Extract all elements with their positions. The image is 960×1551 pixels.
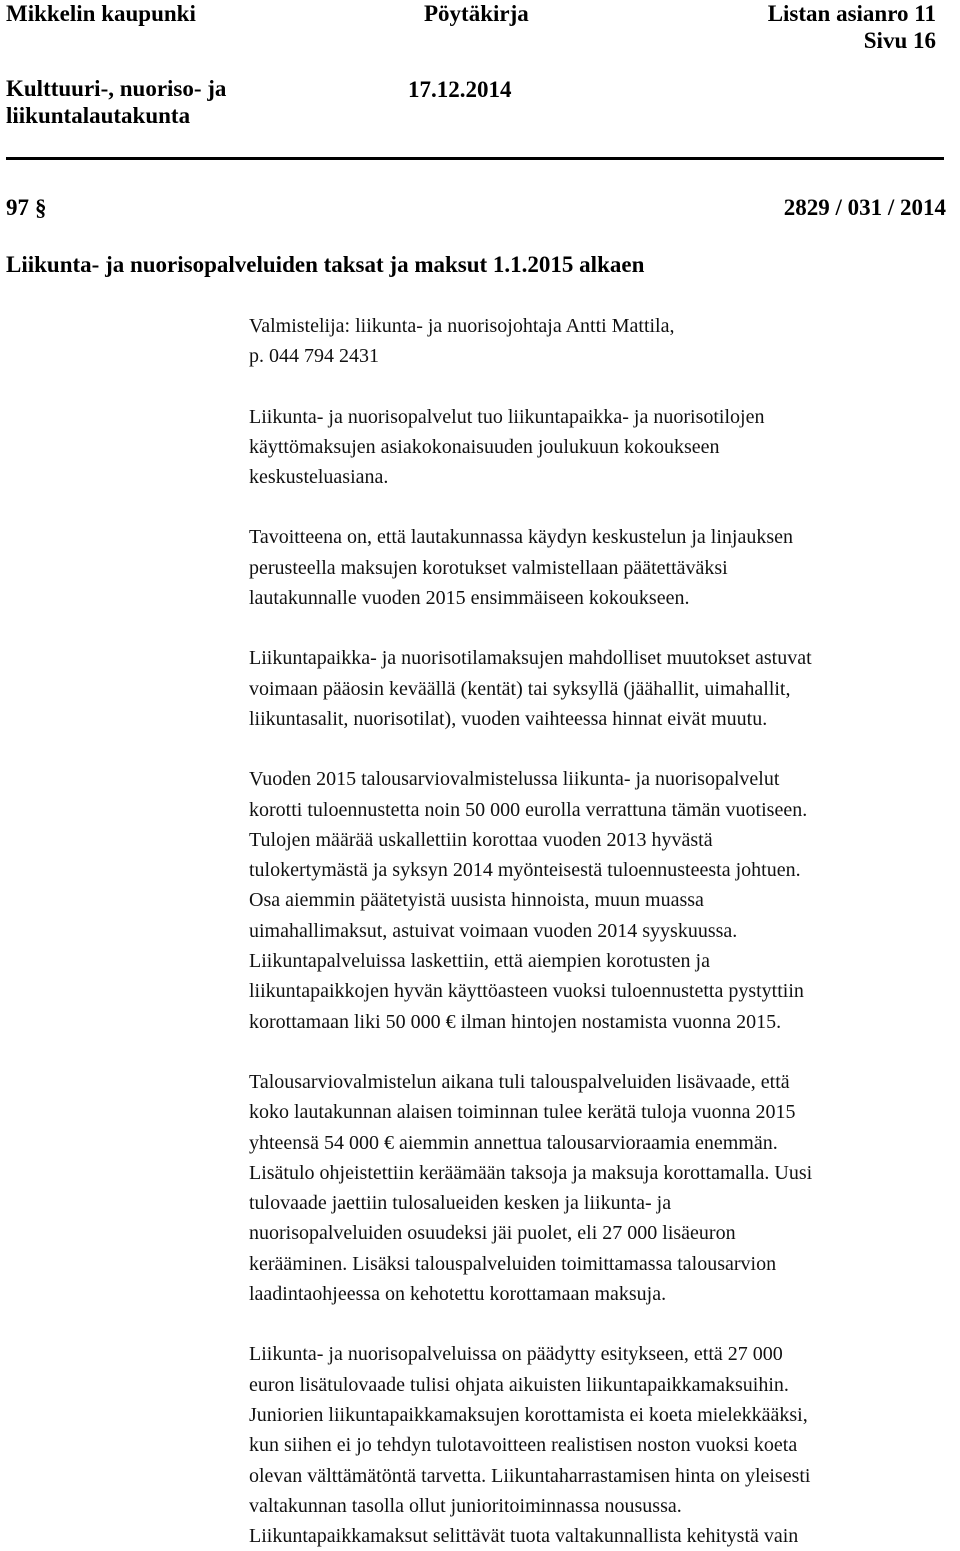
text-line: Vuoden 2015 talousarviovalmistelussa liikunta- ja nuorisopalvelut — [249, 768, 780, 791]
text-line: Liikuntapaikkamaksut selittävät tuota valtakunnallista kehitystä vain — [249, 1525, 799, 1548]
text-line: tulovaade jaettiin tulosalueiden kesken ja liikunta- ja — [249, 1192, 672, 1215]
section-number: 97 — [6, 195, 29, 220]
text-line: Tavoitteena on, että lautakunnassa käydyn keskustelun ja linjauksen — [249, 526, 794, 549]
text-line: perusteella maksujen korotukset valmistellaan päätettäväksi — [249, 556, 728, 579]
text-line: kun siihen ei jo tehdyn tulotavoitteen realistisen noston vuoksi koeta — [249, 1434, 798, 1457]
text-line: liikuntasalit, nuorisotilat), vuoden vaihteessa hinnat eivät muutu. — [249, 707, 768, 730]
text-line: Osa aiemmin päätetyistä uusista hinnoista, muun muassa — [249, 889, 704, 912]
text-line: Liikunta- ja nuorisopalveluissa on päädytty esitykseen, että 27 000 — [249, 1343, 783, 1366]
text-line: Tulojen määrää uskallettiin korottaa vuoden 2013 hyvästä — [249, 828, 713, 851]
section-symbol: § — [35, 195, 47, 220]
paragraph — [249, 522, 960, 613]
paragraph — [249, 1339, 960, 1551]
text-line: Liikunta- ja nuorisopalvelut tuo liikuntapaikka- ja nuorisotilojen — [249, 405, 765, 428]
text-line: kerääminen. Lisäksi talouspalveluiden toimittamassa talousarvion — [249, 1252, 777, 1275]
text-line: keskusteluasiana. — [249, 466, 389, 489]
paragraph — [249, 643, 960, 734]
text-line: euron lisätulovaade tulisi ohjata aikuisten liikuntapaikkamaksuihin. — [249, 1373, 789, 1396]
text-line: valtakunnan tasolla ollut junioritoiminnassa nousussa. — [249, 1494, 682, 1517]
text-line: koko lautakunnan alaisen toiminnan tulee kerätä tuloja vuonna 2015 — [249, 1101, 796, 1124]
paragraph — [249, 1067, 960, 1309]
text-line: Valmistelija: liikunta- ja nuorisojohtaja Antti Mattila, — [249, 315, 675, 337]
case-title: Liikunta- ja nuorisopalveluiden taksat ja maksut 1.1.2015 alkaen — [6, 252, 645, 277]
paragraph — [249, 402, 960, 493]
text-line: korottamaan liki 50 000 € ilman hintojen nostamista vuonna 2015. — [249, 1010, 782, 1033]
paragraph — [249, 764, 960, 1037]
text-line: Talousarviovalmistelun aikana tuli talouspalveluiden lisävaade, että — [249, 1070, 790, 1093]
text-line: yhteensä 54 000 € aiemmin annettua talousarvioraamia enemmän. — [249, 1131, 778, 1154]
text-line: nuorisopalveluiden osuudeksi jäi puolet, eli 27 000 lisäeuron — [249, 1222, 736, 1245]
paragraph — [249, 311, 960, 372]
text-line: p. 044 794 2431 — [249, 345, 379, 368]
text-line: Lisätulo ohjeistettiin keräämään taksoja ja maksuja korottamalla. Uusi — [249, 1161, 813, 1184]
header-divider — [6, 157, 944, 160]
text-line: olevan välttämätöntä tarvetta. Liikuntaharrastamisen hinta on yleisesti — [249, 1464, 811, 1487]
committee-name — [6, 75, 306, 129]
body-text — [249, 311, 960, 1551]
section-heading — [6, 193, 47, 223]
text-line: Juniorien liikuntapaikkamaksujen korottamista ei koeta mielekkääksi, — [249, 1403, 808, 1426]
text-line: Liikuntapaikka- ja nuorisotilamaksujen mahdolliset muutokset astuvat — [249, 647, 812, 670]
page-number: Sivu 16 — [863, 28, 936, 53]
case-number: 2829 / 031 / 2014 — [783, 195, 946, 220]
text-line: Liikuntapalveluissa laskettiin, että aiempien korotusten ja — [249, 950, 710, 973]
text-line: korotti tuloennustetta noin 50 000 eurolla verrattuna tämän vuotiseen. — [249, 798, 808, 821]
text-line: lautakunnalle vuoden 2015 ensimmäiseen kokoukseen. — [249, 587, 690, 610]
committee-name-line: Kulttuuri-, nuoriso- ja — [6, 76, 227, 101]
meeting-date: 17.12.2014 — [408, 77, 512, 102]
text-line: tulokertymästä ja syksyn 2014 myönteisestä tuloennusteesta johtuen. — [249, 859, 801, 882]
text-line: liikuntapaikkojen hyvän käyttöasteen vuoksi tuloennustetta pystyttiin — [249, 980, 804, 1003]
text-line: uimahallimaksut, astuivat voimaan vuoden 2014 syyskuussa. — [249, 919, 738, 942]
organization-name: Mikkelin kaupunki — [6, 1, 196, 26]
document-type: Pöytäkirja — [424, 1, 529, 26]
committee-name-line: liikuntalautakunta — [6, 103, 191, 128]
text-line: laadintaohjeessa on kehotettu korottamaan maksuja. — [249, 1283, 667, 1306]
text-line: käyttömaksujen asiakokonaisuuden joulukuun kokoukseen — [249, 435, 720, 458]
text-line: voimaan pääosin keväällä (kentät) tai syksyllä (jäähallit, uimahallit, — [249, 677, 791, 700]
item-number: Listan asianro 11 — [767, 1, 936, 26]
